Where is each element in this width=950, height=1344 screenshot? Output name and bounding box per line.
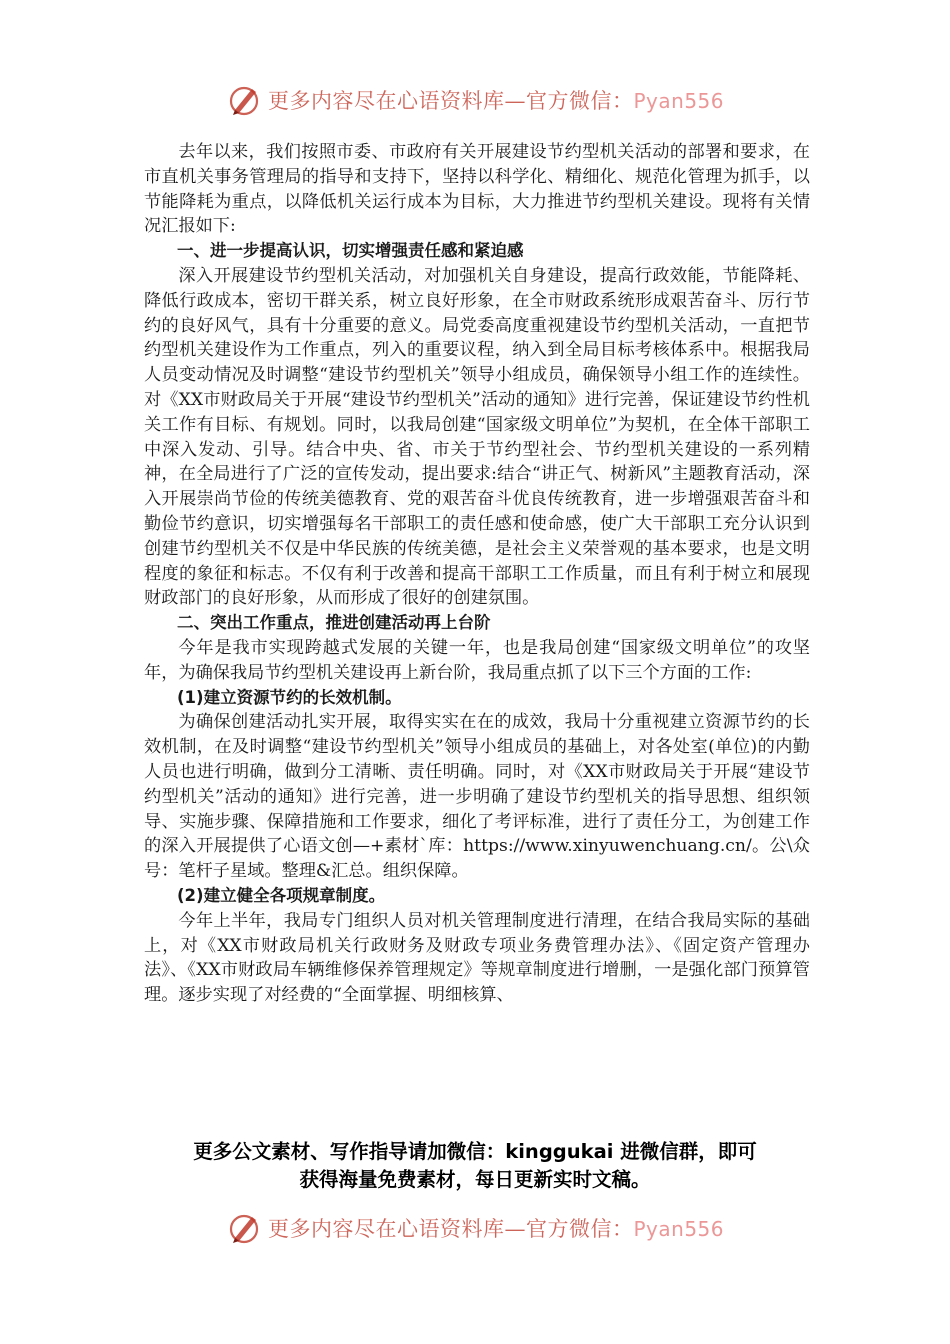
subheading-1: (1)建立资源节约的长效机制。 (177, 687, 402, 707)
pen-logo-icon (226, 1210, 262, 1246)
banner-text: 更多内容尽在心语资料库—官方微信：Pyan556 (268, 1217, 725, 1241)
header-watermark-banner (0, 78, 950, 122)
subheading-2: (2)建立健全各项规章制度。 (177, 885, 386, 905)
promo-line-2: 获得海量免费素材，每日更新实时文稿。 (299, 1168, 651, 1191)
paragraph-3: 为确保创建活动扎实开展，取得实实在在的成效，我局十分重视建立资源节约的长效机制，在及时调整“建设节约型机关”领导小组成员的基础上，对各处室(单位)的内勤人员也进行明确，做到分工清晰、责任明确。同时，对《XX市财政局关于开展“建设节约型机关”活动的通知》进行完善，进一步明确了建设节约型机关的指导思想、组织领导、实施步骤、保障措施和工作要求，细化了考评标准，进行了责任分工，为创建工作的深入开展提供了心语文创—+素材`库：https://www.xinyuwenchuang.cn/。公\众号：笔杆子星域。整理&汇总。组织保障。 (144, 712, 810, 882)
section-heading-2: 二、突出工作重点，推进创建活动再上台阶 (177, 613, 491, 633)
paragraph-4: 今年上半年，我局专门组织人员对机关管理制度进行清理，在结合我局实际的基础上，对《XX市财政局机关行政财务及财政专项业务费管理办法》、《固定资产管理办法》、《XX市财政局车辆维修保养管理规定》等规章制度进行增删，一是强化部门预算管理。逐步实现了对经费的“全面掌握、明细核算、 (144, 910, 810, 1006)
banner-text: 更多内容尽在心语资料库—官方微信：Pyan556 (268, 89, 725, 113)
promo-line-1: 更多公文素材、写作指导请加微信：kinggukai 进微信群，即可 (193, 1140, 757, 1163)
document-body (144, 140, 810, 1008)
paragraph-1: 深入开展建设节约型机关活动，对加强机关自身建设，提高行政效能，节能降耗、降低行政成本，密切干群关系，树立良好形象，在全市财政系统形成艰苦奋斗、厉行节约的良好风气，具有十分重要的意义。局党委高度重视建设节约型机关活动，一直把节约型机关建设作为工作重点，列入的重要议程，纳入到全局目标考核体系中。根据我局人员变动情况及时调整“建设节约型机关”领导小组成员，确保领导小组工作的连续性。对《XX市财政局关于开展“建设节约型机关”活动的通知》进行完善，保证建设节约性机关工作有目标、有规划。同时，以我局创建“国家级文明单位”为契机，在全体干部职工中深入发动、引导。结合中央、省、市关于节约型社会、节约型机关建设的一系列精神，在全局进行了广泛的宣传发动，提出要求:结合“讲正气、树新风”主题教育活动，深入开展崇尚节俭的传统美德教育、党的艰苦奋斗优良传统教育，进一步增强艰苦奋斗和勤俭节约意识，切实增强每名干部职工的责任感和使命感，使广大干部职工充分认识到创建节约型机关不仅是中华民族的传统美德，是社会主义荣誉观的基本要求，也是文明程度的象征和标志。不仅有利于改善和提高干部职工工作质量，而且有利于树立和展现财政部门的良好形象，从而形成了很好的创建氛围。 (144, 265, 810, 609)
section-heading-1: 一、进一步提高认识，切实增强责任感和紧迫感 (177, 241, 524, 261)
pen-logo-icon (226, 82, 262, 118)
intro-paragraph: 去年以来，我们按照市委、市政府有关开展建设节约型机关活动的部署和要求，在市直机关事务管理局的指导和支持下，坚持以科学化、精细化、规范化管理为抓手，以节能降耗为重点，以降低机关运行成本为目标，大力推进节约型机关建设。现将有关情况汇报如下: (144, 142, 810, 237)
paragraph-2: 今年是我市实现跨越式发展的关键一年，也是我局创建“国家级文明单位”的攻坚年，为确保我局节约型机关建设再上新台阶，我局重点抓了以下三个方面的工作: (144, 637, 810, 683)
footer-watermark-banner (0, 1206, 950, 1250)
promo-notice (110, 1138, 840, 1194)
